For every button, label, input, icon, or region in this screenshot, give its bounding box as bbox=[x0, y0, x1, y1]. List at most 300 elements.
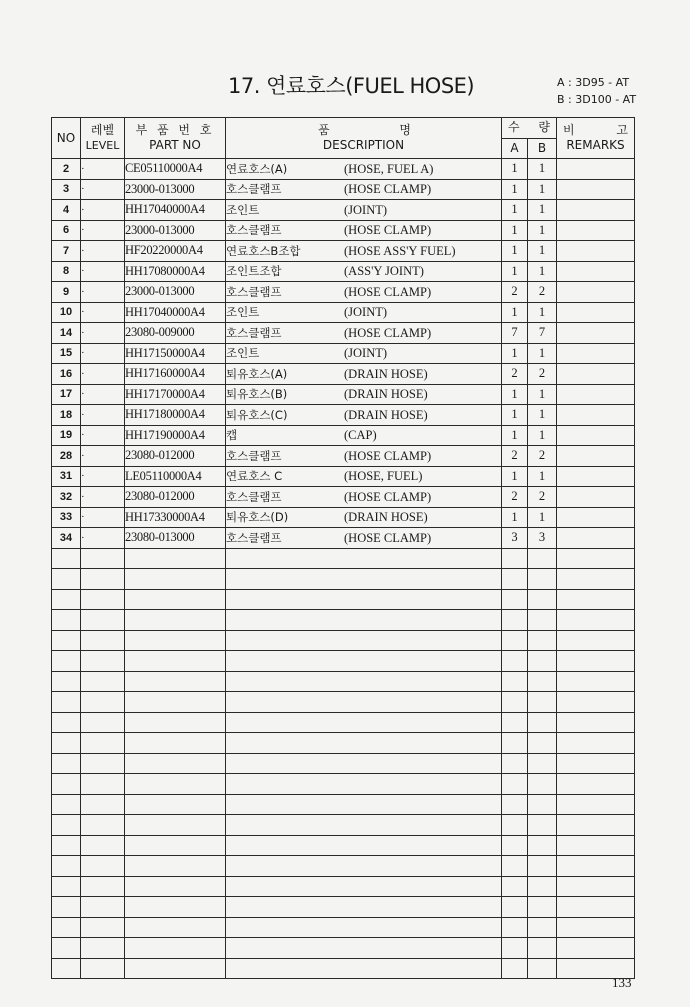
row-remarks bbox=[557, 507, 635, 528]
col-header-qty bbox=[502, 118, 557, 139]
row-qty-a bbox=[502, 753, 528, 774]
row-description bbox=[226, 384, 502, 405]
row-qty-a bbox=[502, 938, 528, 959]
table-row bbox=[52, 528, 635, 549]
row-part-no: HF20220000A4 bbox=[125, 241, 226, 262]
row-part-no bbox=[125, 794, 226, 815]
row-qty-b bbox=[528, 610, 557, 631]
row-no: 17 bbox=[52, 384, 81, 405]
row-part-no bbox=[125, 733, 226, 754]
col-header-part-ko: 부 품 번 호 bbox=[135, 123, 215, 137]
row-description-en: (CAP) bbox=[344, 428, 377, 443]
row-level: · bbox=[81, 425, 125, 446]
row-no: 3 bbox=[52, 179, 81, 200]
row-description bbox=[226, 630, 502, 651]
row-no: 2 bbox=[52, 159, 81, 180]
row-description-en: (JOINT) bbox=[344, 346, 388, 361]
table-row bbox=[52, 466, 635, 487]
row-qty-b bbox=[528, 897, 557, 918]
col-header-desc-en: DESCRIPTION bbox=[322, 138, 405, 152]
row-part-no bbox=[125, 630, 226, 651]
row-description-en: (HOSE CLAMP) bbox=[344, 284, 432, 299]
row-description bbox=[226, 425, 502, 446]
row-level: · bbox=[81, 282, 125, 303]
table-row bbox=[52, 733, 635, 754]
row-qty-b: 2 bbox=[528, 282, 557, 303]
row-qty-a bbox=[502, 733, 528, 754]
page-title: 17. 연료호스(FUEL HOSE) bbox=[228, 74, 475, 98]
row-no: 9 bbox=[52, 282, 81, 303]
row-description bbox=[226, 651, 502, 672]
row-remarks bbox=[557, 651, 635, 672]
row-qty-b bbox=[528, 651, 557, 672]
row-qty-b: 2 bbox=[528, 487, 557, 508]
row-description-ko: 호스클램프 bbox=[226, 530, 282, 545]
row-part-no bbox=[125, 876, 226, 897]
row-qty-a bbox=[502, 548, 528, 569]
row-qty-a: 2 bbox=[502, 282, 528, 303]
row-level: · bbox=[81, 159, 125, 180]
row-no: 8 bbox=[52, 261, 81, 282]
row-description-ko: 연료호스B조합 bbox=[226, 243, 301, 258]
col-header-qty-a: A bbox=[502, 138, 528, 159]
row-description-en: (DRAIN HOSE) bbox=[344, 407, 428, 422]
row-description-ko: 조인트 bbox=[226, 202, 260, 217]
row-remarks bbox=[557, 610, 635, 631]
row-remarks bbox=[557, 446, 635, 467]
row-level bbox=[81, 835, 125, 856]
row-description-en: (HOSE CLAMP) bbox=[344, 530, 432, 545]
row-description bbox=[226, 856, 502, 877]
row-qty-a bbox=[502, 958, 528, 979]
row-level: · bbox=[81, 200, 125, 221]
row-level: · bbox=[81, 507, 125, 528]
row-level: · bbox=[81, 364, 125, 385]
row-description-en: (HOSE, FUEL A) bbox=[344, 161, 434, 176]
row-qty-a: 1 bbox=[502, 405, 528, 426]
row-part-no: LE05110000A4 bbox=[125, 466, 226, 487]
row-remarks bbox=[557, 692, 635, 713]
row-description bbox=[226, 794, 502, 815]
row-part-no bbox=[125, 835, 226, 856]
row-description bbox=[226, 712, 502, 733]
row-remarks bbox=[557, 733, 635, 754]
row-description-en: (DRAIN HOSE) bbox=[344, 510, 428, 525]
row-description bbox=[226, 302, 502, 323]
row-remarks bbox=[557, 384, 635, 405]
row-no bbox=[52, 835, 81, 856]
row-remarks bbox=[557, 159, 635, 180]
row-part-no: HH17160000A4 bbox=[125, 364, 226, 385]
row-qty-a bbox=[502, 610, 528, 631]
row-level: · bbox=[81, 528, 125, 549]
row-part-no: HH17190000A4 bbox=[125, 425, 226, 446]
row-no: 15 bbox=[52, 343, 81, 364]
row-level: · bbox=[81, 179, 125, 200]
row-no bbox=[52, 938, 81, 959]
row-remarks bbox=[557, 323, 635, 344]
row-no bbox=[52, 712, 81, 733]
row-no: 7 bbox=[52, 241, 81, 262]
row-no bbox=[52, 671, 81, 692]
row-remarks bbox=[557, 876, 635, 897]
row-no: 14 bbox=[52, 323, 81, 344]
row-qty-b bbox=[528, 958, 557, 979]
row-remarks bbox=[557, 466, 635, 487]
row-part-no bbox=[125, 589, 226, 610]
row-level: · bbox=[81, 384, 125, 405]
row-description-en: (HOSE CLAMP) bbox=[344, 489, 432, 504]
row-remarks bbox=[557, 671, 635, 692]
row-description bbox=[226, 671, 502, 692]
row-no: 18 bbox=[52, 405, 81, 426]
row-qty-a: 3 bbox=[502, 528, 528, 549]
row-level bbox=[81, 651, 125, 672]
row-qty-a: 1 bbox=[502, 425, 528, 446]
row-qty-a bbox=[502, 774, 528, 795]
row-remarks bbox=[557, 200, 635, 221]
row-qty-a: 1 bbox=[502, 179, 528, 200]
row-description bbox=[226, 917, 502, 938]
row-remarks bbox=[557, 630, 635, 651]
row-level bbox=[81, 692, 125, 713]
row-level bbox=[81, 794, 125, 815]
table-row bbox=[52, 569, 635, 590]
row-qty-b bbox=[528, 733, 557, 754]
row-description bbox=[226, 589, 502, 610]
row-qty-a: 1 bbox=[502, 302, 528, 323]
row-description-en: (DRAIN HOSE) bbox=[344, 366, 428, 381]
row-description-ko: 호스클램프 bbox=[226, 182, 282, 197]
row-qty-a bbox=[502, 794, 528, 815]
row-description-ko: 조인트 bbox=[226, 346, 260, 361]
row-no bbox=[52, 548, 81, 569]
parts-table-body bbox=[52, 159, 635, 979]
table-row bbox=[52, 856, 635, 877]
row-qty-b bbox=[528, 589, 557, 610]
row-part-no bbox=[125, 774, 226, 795]
table-row bbox=[52, 651, 635, 672]
row-description bbox=[226, 507, 502, 528]
row-qty-a bbox=[502, 630, 528, 651]
row-remarks bbox=[557, 261, 635, 282]
row-no bbox=[52, 876, 81, 897]
row-no bbox=[52, 815, 81, 836]
col-header-remarks bbox=[557, 118, 635, 159]
row-description-en: (HOSE CLAMP) bbox=[344, 325, 432, 340]
row-level bbox=[81, 753, 125, 774]
row-qty-a: 1 bbox=[502, 384, 528, 405]
row-level bbox=[81, 733, 125, 754]
row-description-en: (HOSE CLAMP) bbox=[344, 448, 432, 463]
row-remarks bbox=[557, 528, 635, 549]
row-level bbox=[81, 548, 125, 569]
row-level bbox=[81, 712, 125, 733]
row-no bbox=[52, 692, 81, 713]
row-description-en: (HOSE ASS'Y FUEL) bbox=[344, 243, 456, 258]
table-row bbox=[52, 220, 635, 241]
row-description-ko: 호스클램프 bbox=[226, 325, 282, 340]
row-part-no bbox=[125, 651, 226, 672]
row-no bbox=[52, 630, 81, 651]
row-qty-b bbox=[528, 548, 557, 569]
row-description-en: (DRAIN HOSE) bbox=[344, 387, 428, 402]
row-qty-b bbox=[528, 671, 557, 692]
row-description-ko: 조인트 bbox=[226, 305, 260, 320]
row-qty-a: 1 bbox=[502, 261, 528, 282]
row-no bbox=[52, 753, 81, 774]
table-row bbox=[52, 671, 635, 692]
row-description-ko: 호스클램프 bbox=[226, 284, 282, 299]
row-remarks bbox=[557, 938, 635, 959]
row-part-no bbox=[125, 938, 226, 959]
row-remarks bbox=[557, 487, 635, 508]
row-no bbox=[52, 610, 81, 631]
row-description-ko: 호스클램프 bbox=[226, 448, 282, 463]
table-row bbox=[52, 343, 635, 364]
row-remarks bbox=[557, 548, 635, 569]
row-remarks bbox=[557, 917, 635, 938]
row-description bbox=[226, 958, 502, 979]
row-description bbox=[226, 446, 502, 467]
row-description-ko: 연료호스(A) bbox=[226, 161, 288, 176]
row-no bbox=[52, 856, 81, 877]
row-description-en: (JOINT) bbox=[344, 305, 388, 320]
table-row bbox=[52, 692, 635, 713]
table-row bbox=[52, 917, 635, 938]
row-description bbox=[226, 897, 502, 918]
row-part-no: 23080-012000 bbox=[125, 487, 226, 508]
row-remarks bbox=[557, 343, 635, 364]
model-variants bbox=[557, 74, 636, 108]
row-qty-b bbox=[528, 835, 557, 856]
row-part-no: HH17170000A4 bbox=[125, 384, 226, 405]
row-description bbox=[226, 774, 502, 795]
col-header-desc bbox=[226, 118, 502, 159]
row-qty-b: 2 bbox=[528, 364, 557, 385]
row-level bbox=[81, 897, 125, 918]
row-description bbox=[226, 282, 502, 303]
row-qty-a bbox=[502, 712, 528, 733]
col-header-qty-b: B bbox=[528, 138, 557, 159]
row-qty-b bbox=[528, 794, 557, 815]
row-qty-b bbox=[528, 569, 557, 590]
row-part-no bbox=[125, 548, 226, 569]
row-no bbox=[52, 651, 81, 672]
row-remarks bbox=[557, 856, 635, 877]
row-remarks bbox=[557, 774, 635, 795]
parts-table bbox=[51, 117, 635, 979]
row-level: · bbox=[81, 466, 125, 487]
row-remarks bbox=[557, 425, 635, 446]
row-qty-a bbox=[502, 876, 528, 897]
row-no: 31 bbox=[52, 466, 81, 487]
table-row bbox=[52, 282, 635, 303]
row-description-ko: 호스클램프 bbox=[226, 223, 282, 238]
row-qty-b: 1 bbox=[528, 220, 557, 241]
table-row bbox=[52, 446, 635, 467]
col-header-part-en: PART NO bbox=[149, 138, 201, 152]
row-level: · bbox=[81, 261, 125, 282]
row-description-ko: 퇴유호스(B) bbox=[226, 387, 288, 402]
col-header-remarks-ko-1: 비 bbox=[563, 123, 575, 137]
page-number: 133 bbox=[612, 975, 632, 990]
row-qty-b: 1 bbox=[528, 159, 557, 180]
row-level: · bbox=[81, 446, 125, 467]
row-description-en: (HOSE CLAMP) bbox=[344, 223, 432, 238]
row-description bbox=[226, 220, 502, 241]
row-no bbox=[52, 897, 81, 918]
row-qty-b bbox=[528, 692, 557, 713]
row-description-en: (ASS'Y JOINT) bbox=[344, 264, 424, 279]
row-description-ko: 캡 bbox=[226, 428, 238, 443]
row-qty-a: 2 bbox=[502, 487, 528, 508]
row-part-no bbox=[125, 692, 226, 713]
row-description bbox=[226, 405, 502, 426]
row-qty-b bbox=[528, 630, 557, 651]
table-row bbox=[52, 241, 635, 262]
row-no: 33 bbox=[52, 507, 81, 528]
row-description-ko: 연료호스 C bbox=[226, 469, 283, 484]
row-description bbox=[226, 815, 502, 836]
row-no bbox=[52, 958, 81, 979]
variant-a-label: A : 3D95 - AT bbox=[557, 76, 630, 89]
table-row bbox=[52, 712, 635, 733]
row-level bbox=[81, 569, 125, 590]
table-row bbox=[52, 323, 635, 344]
row-qty-a: 2 bbox=[502, 446, 528, 467]
row-description bbox=[226, 323, 502, 344]
col-header-part bbox=[125, 118, 226, 159]
row-level bbox=[81, 610, 125, 631]
row-part-no bbox=[125, 671, 226, 692]
row-no: 32 bbox=[52, 487, 81, 508]
row-qty-a bbox=[502, 917, 528, 938]
row-level bbox=[81, 815, 125, 836]
row-part-no: CE05110000A4 bbox=[125, 159, 226, 180]
row-level bbox=[81, 876, 125, 897]
row-description-en: (JOINT) bbox=[344, 202, 388, 217]
row-part-no bbox=[125, 753, 226, 774]
row-description-en: (HOSE, FUEL) bbox=[344, 469, 423, 484]
table-row bbox=[52, 876, 635, 897]
row-part-no: HH17040000A4 bbox=[125, 200, 226, 221]
row-level: · bbox=[81, 302, 125, 323]
row-no: 6 bbox=[52, 220, 81, 241]
table-row bbox=[52, 384, 635, 405]
row-remarks bbox=[557, 815, 635, 836]
table-row bbox=[52, 200, 635, 221]
row-description bbox=[226, 241, 502, 262]
row-qty-a bbox=[502, 897, 528, 918]
row-qty-b: 1 bbox=[528, 384, 557, 405]
row-qty-a bbox=[502, 651, 528, 672]
row-no bbox=[52, 917, 81, 938]
table-row bbox=[52, 610, 635, 631]
row-qty-b bbox=[528, 815, 557, 836]
row-no: 19 bbox=[52, 425, 81, 446]
row-part-no: 23000-013000 bbox=[125, 282, 226, 303]
row-no bbox=[52, 774, 81, 795]
row-remarks bbox=[557, 897, 635, 918]
row-qty-b: 1 bbox=[528, 425, 557, 446]
row-qty-b bbox=[528, 712, 557, 733]
row-remarks bbox=[557, 835, 635, 856]
row-level bbox=[81, 630, 125, 651]
row-remarks bbox=[557, 794, 635, 815]
row-part-no bbox=[125, 856, 226, 877]
row-qty-b: 1 bbox=[528, 261, 557, 282]
row-description bbox=[226, 179, 502, 200]
row-qty-b bbox=[528, 876, 557, 897]
row-part-no: HH17180000A4 bbox=[125, 405, 226, 426]
row-part-no: HH17080000A4 bbox=[125, 261, 226, 282]
row-description bbox=[226, 200, 502, 221]
row-description-ko: 조인트조합 bbox=[226, 264, 282, 279]
row-qty-b: 1 bbox=[528, 302, 557, 323]
row-qty-b bbox=[528, 938, 557, 959]
row-description bbox=[226, 569, 502, 590]
table-row bbox=[52, 261, 635, 282]
row-qty-a bbox=[502, 856, 528, 877]
table-row bbox=[52, 302, 635, 323]
row-part-no: HH17330000A4 bbox=[125, 507, 226, 528]
row-qty-b: 7 bbox=[528, 323, 557, 344]
row-description bbox=[226, 261, 502, 282]
row-level: · bbox=[81, 220, 125, 241]
table-row bbox=[52, 753, 635, 774]
row-no: 16 bbox=[52, 364, 81, 385]
row-description-ko: 퇴유호스(D) bbox=[226, 510, 289, 525]
row-qty-b bbox=[528, 856, 557, 877]
row-qty-a: 1 bbox=[502, 220, 528, 241]
col-header-level-ko: 레벨 bbox=[90, 123, 115, 137]
table-row bbox=[52, 774, 635, 795]
row-no: 10 bbox=[52, 302, 81, 323]
table-row bbox=[52, 548, 635, 569]
row-qty-b: 1 bbox=[528, 200, 557, 221]
col-header-remarks-ko-2: 고 bbox=[616, 123, 628, 137]
row-qty-a: 1 bbox=[502, 241, 528, 262]
row-level: · bbox=[81, 405, 125, 426]
col-header-desc-ko-1: 품 bbox=[318, 123, 330, 137]
row-description-ko: 호스클램프 bbox=[226, 489, 282, 504]
row-part-no: 23000-013000 bbox=[125, 179, 226, 200]
row-description bbox=[226, 364, 502, 385]
row-description bbox=[226, 733, 502, 754]
row-level: · bbox=[81, 487, 125, 508]
row-part-no bbox=[125, 569, 226, 590]
row-level bbox=[81, 958, 125, 979]
row-qty-a: 2 bbox=[502, 364, 528, 385]
table-row bbox=[52, 897, 635, 918]
col-header-desc-ko-2: 명 bbox=[399, 123, 411, 137]
row-remarks bbox=[557, 589, 635, 610]
row-level bbox=[81, 917, 125, 938]
row-description-ko: 퇴유호스(C) bbox=[226, 407, 288, 422]
col-header-no: NO bbox=[52, 118, 81, 159]
col-header-qty-ko-2: 량 bbox=[538, 120, 550, 135]
row-remarks bbox=[557, 753, 635, 774]
col-header-level bbox=[81, 118, 125, 159]
row-description bbox=[226, 343, 502, 364]
table-row bbox=[52, 425, 635, 446]
row-description-ko: 퇴유호스(A) bbox=[226, 366, 288, 381]
row-qty-a: 1 bbox=[502, 200, 528, 221]
row-part-no: 23000-013000 bbox=[125, 220, 226, 241]
row-description bbox=[226, 692, 502, 713]
row-description bbox=[226, 487, 502, 508]
